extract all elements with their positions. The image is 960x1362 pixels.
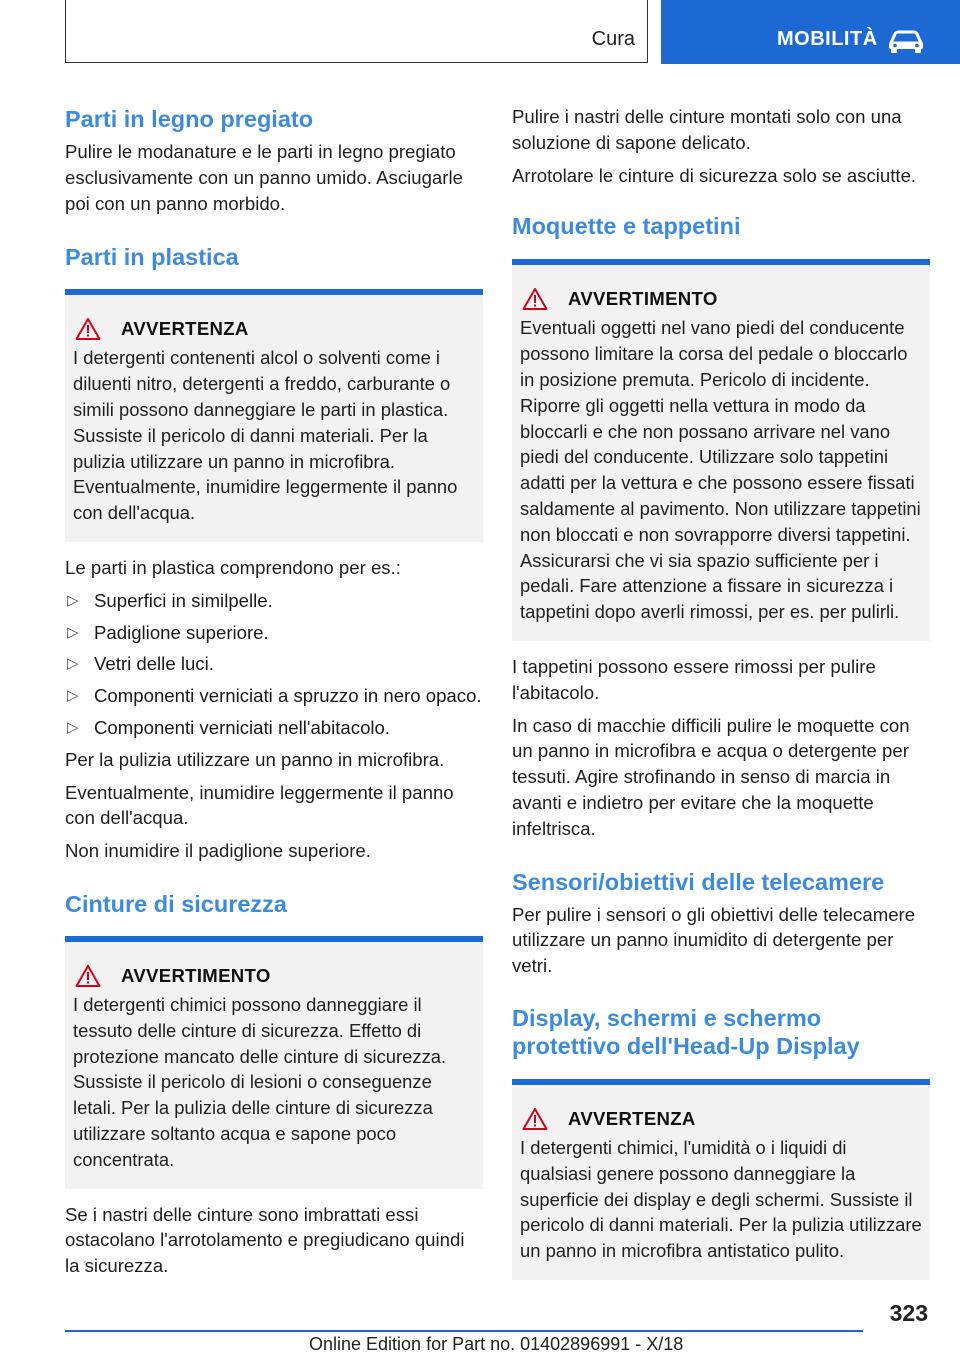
warning-text: I detergenti contenenti alcol o solventi come i diluenti nitro, detergenti a freddo, carburante o simili possono danneggiare le parti in plastica. Sussiste il pericolo di danni materiali. Per la pulizia utilizzare un panno in microfibra. Eventualmente, inumidire leggermente il panno con dell'acqua. bbox=[73, 347, 458, 524]
text-legno: Pulire le modanature e le parti in legno pregiato esclusivamente con un panno umido. Asciugarle poi con un panno morbido. bbox=[65, 141, 463, 214]
header-section-box bbox=[65, 0, 648, 63]
warning-title: AVVERTENZA bbox=[568, 1107, 696, 1129]
warning-triangle-icon bbox=[522, 287, 548, 311]
warning-header bbox=[520, 287, 922, 311]
moquette-p2: In caso di macchie difficili pulire le moquette con un panno in microfibra e acqua o detergente per tessuti. Agire strofinando in senso di marcia in avanti e indietro per evitare che la moquette infeltrisca. bbox=[512, 714, 910, 839]
section-title: Cura bbox=[591, 28, 635, 50]
footer-edition: Online Edition for Part no. 01402896991 - X/18 bbox=[309, 1334, 684, 1354]
plastica-list bbox=[65, 588, 483, 741]
plastica-intro: Le parti in plastica comprendono per es.: bbox=[65, 556, 401, 578]
warning-header bbox=[73, 317, 475, 341]
list-item: ▷ Vetri delle luci. bbox=[65, 651, 483, 677]
heading-legno: Parti in legno pregiato bbox=[65, 106, 314, 132]
triangle-bullet-icon: ▷ bbox=[67, 655, 79, 673]
warning-triangle-icon bbox=[522, 1107, 548, 1131]
warning-header bbox=[520, 1107, 922, 1131]
warning-box-cinture bbox=[65, 936, 483, 1189]
plastica-p3: Non inumidire il padiglione superiore. bbox=[65, 840, 371, 862]
warning-text: Eventuali oggetti nel vano piedi del conducente possono limitare la corsa del pedale o bloccarlo in posizione premuta. Pericolo di incidente. Riporre gli oggetti nella vettura in modo da bloccarli e che non possano arrivare nel vano piedi del conducente. Utilizzare solo tappetini adatti per la vettura e che possono essere fissati saldamente al pavimento. Non utilizzare tappetini non bloccati e non sovrapporre diversi tappetini. Assicurarsi che vi sia spazio sufficiente per i pedali. Fare attenzione a fissare in sicurezza i tappetini dopo averli rimossi, per es. per pulirli. bbox=[520, 317, 921, 623]
triangle-bullet-icon: ▷ bbox=[67, 623, 79, 641]
heading-plastica: Parti in plastica bbox=[65, 244, 239, 271]
chapter-tab[interactable] bbox=[661, 0, 960, 64]
sensori-text: Per pulire i sensori o gli obiettivi delle telecamere utilizzare un panno inumidito di detergente per vetri. bbox=[512, 903, 916, 977]
left-column bbox=[65, 100, 483, 1279]
warning-title: AVVERTIMENTO bbox=[568, 288, 718, 310]
moquette-p1: I tappetini possono essere rimossi per pulire l'abitacolo. bbox=[512, 655, 876, 703]
list-item: ▷ Componenti verniciati a spruzzo in nero opaco. bbox=[65, 683, 483, 709]
warning-triangle-icon bbox=[75, 317, 101, 341]
right-column bbox=[512, 100, 930, 1280]
cinture-cont-p2: Arrotolare le cinture di sicurezza solo se asciutte. bbox=[512, 164, 917, 186]
warning-triangle-icon bbox=[75, 964, 101, 988]
cinture-p1: Se i nastri delle cinture sono imbrattati essi ostacolano l'arrotolamento e pregiudicano quindi la sicurezza. bbox=[65, 1203, 465, 1277]
list-item: ▷ Padiglione superiore. bbox=[65, 620, 483, 646]
warning-box-display bbox=[512, 1079, 930, 1280]
heading-moquette: Moquette e tappetini bbox=[512, 213, 741, 240]
warning-text: I detergenti chimici possono danneggiare il tessuto delle cinture di sicurezza. Effetto di protezione mancato delle cinture di sicurezza. Sussiste il pericolo di lesioni o conseguenze letali. Per la pulizia delle cinture di sicurezza utilizzare soltanto acqua e sapone poco concentrata. bbox=[73, 993, 447, 1170]
warning-header bbox=[73, 964, 475, 988]
warning-box-plastica bbox=[65, 289, 483, 542]
warning-box-moquette bbox=[512, 259, 930, 641]
heading-display: Display, schermi e schermo protettivo dell'Head-Up Display bbox=[512, 1004, 860, 1059]
list-item: ▷ Componenti verniciati nell'abitacolo. bbox=[65, 715, 483, 741]
triangle-bullet-icon: ▷ bbox=[67, 687, 79, 705]
list-item: ▷ Superfici in similpelle. bbox=[65, 588, 483, 614]
triangle-bullet-icon: ▷ bbox=[67, 591, 79, 609]
heading-sensori: Sensori/obiettivi delle telecamere bbox=[512, 868, 885, 895]
warning-title: AVVERTIMENTO bbox=[121, 964, 271, 986]
triangle-bullet-icon: ▷ bbox=[67, 718, 79, 736]
footer-divider bbox=[65, 1330, 863, 1332]
warning-text: I detergenti chimici, l'umidità o i liquidi di qualsiasi genere possono danneggiare la superficie dei display e degli schermi. Sussiste il pericolo di danni materiali. Per la pulizia utilizzare un panno in microfibra antistatico pulito. bbox=[520, 1136, 922, 1262]
car-icon bbox=[887, 29, 925, 53]
heading-cinture: Cinture di sicurezza bbox=[65, 890, 287, 917]
plastica-p1: Per la pulizia utilizzare un panno in microfibra. bbox=[65, 748, 445, 770]
warning-title: AVVERTENZA bbox=[121, 318, 249, 340]
cinture-cont-p1: Pulire i nastri delle cinture montati solo con una soluzione di sapone delicato. bbox=[512, 106, 902, 153]
plastica-p2: Eventualmente, inumidire leggermente il panno con dell'acqua. bbox=[65, 781, 454, 829]
page-number: 323 bbox=[889, 1300, 928, 1326]
chapter-tab-label: MOBILITÀ bbox=[777, 28, 878, 50]
